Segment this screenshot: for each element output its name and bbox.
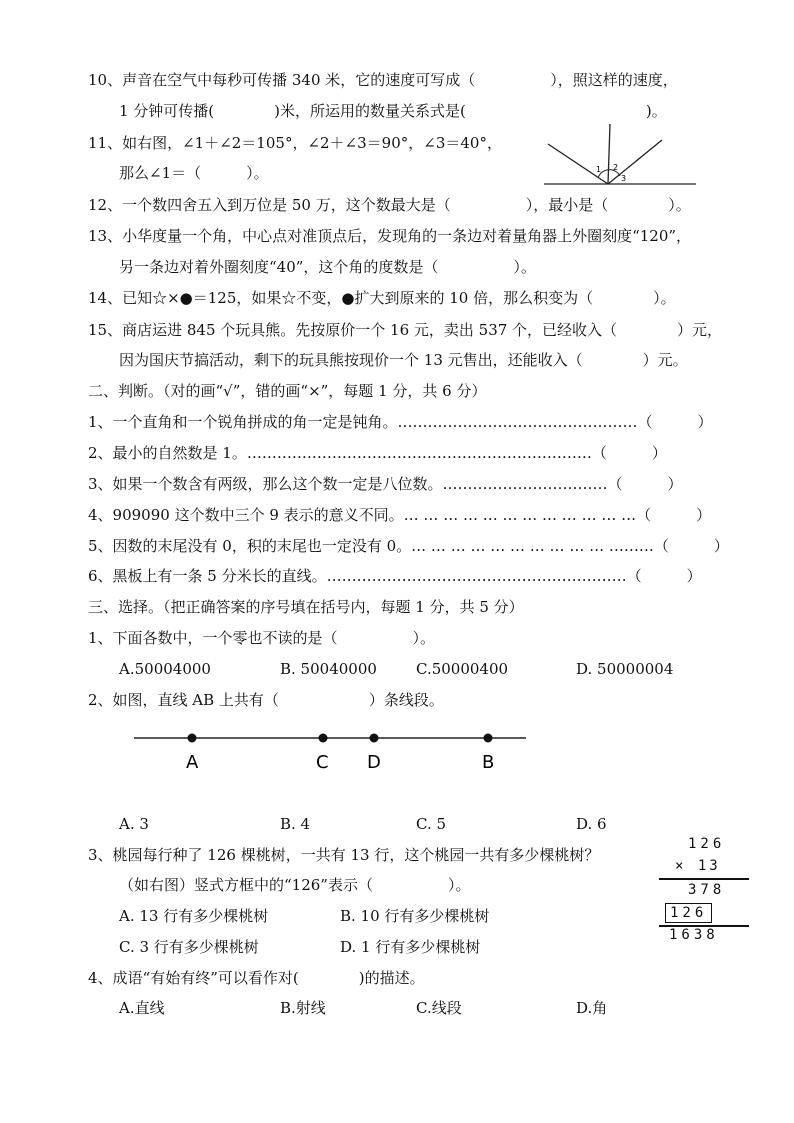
question-13-line-2: 另一条边对着外圈刻度“40”，这个角的度数是（ ）。: [119, 258, 536, 276]
judge-item-2: 2、最小的自然数是 1。……………………………………………………………（ ）: [88, 444, 667, 462]
choice-q4-option-d: D.角: [576, 999, 608, 1017]
question-11-line-2: 那么∠1＝（ ）。: [119, 164, 269, 182]
question-12: 12、一个数四舍五入到万位是 50 万，这个数最大是（ ），最小是（ ）。: [88, 196, 691, 214]
point-d: [370, 734, 379, 743]
section-choice-header: 三、选择。（把正确答案的序号填在括号内，每题 1 分，共 5 分）: [88, 598, 524, 616]
judge-item-4: 4、909090 这个数中三个 9 表示的意义不同。… … … … … … … … … … … …（ ）: [88, 506, 712, 524]
choice-q1-option-b: B. 50040000: [280, 660, 377, 678]
choice-q2-option-c: C. 5: [416, 815, 447, 833]
point-a: [188, 734, 197, 743]
judge-item-6: 6、黑板上有一条 5 分米长的直线。……………………………………………………（ ）: [88, 567, 702, 585]
judge-item-5: 5、因数的末尾没有 0，积的末尾也一定没有 0。… … … … … … … … … … ………（ ）: [88, 537, 729, 555]
choice-q1-option-d: D. 50000004: [576, 660, 674, 678]
calc-multiplicand: 126: [688, 836, 726, 852]
vertical-multiplication: [655, 836, 755, 946]
question-10-line-2: 1 分钟可传播( )米，所运用的数量关系式是( )。: [119, 102, 667, 120]
angle-label-3: 3: [621, 174, 627, 183]
choice-q2-option-b: B. 4: [280, 815, 311, 833]
question-11-line-1: 11、如右图，∠1＋∠2＝105°，∠2＋∠3＝90°，∠3＝40°，: [88, 134, 502, 152]
line-ab-figure: [130, 726, 530, 776]
point-label-d: D: [367, 752, 381, 773]
angle-label-2: 2: [613, 163, 619, 172]
choice-q4-option-c: C.线段: [416, 999, 462, 1017]
calc-multiplier: × 13: [675, 858, 721, 874]
angle-label-1: 1: [596, 165, 602, 174]
calc-partial-1: 378: [688, 882, 726, 898]
question-15-line-2: 因为国庆节搞活动，剩下的玩具熊按现价一个 13 元售出，还能收入（ ）元。: [119, 351, 688, 369]
choice-q2: 2、如图，直线 AB 上共有（ ）条线段。: [88, 691, 444, 709]
point-c: [319, 734, 328, 743]
section-judge-header: 二、判断。（对的画“√”，错的画“×”，每题 1 分，共 6 分）: [88, 382, 487, 400]
choice-q3-option-a: A. 13 行有多少棵桃树: [119, 907, 269, 925]
choice-q4: 4、成语“有始有终”可以看作对( )的描述。: [88, 969, 425, 987]
angle-ray-left: [548, 144, 608, 184]
point-b: [484, 734, 493, 743]
choice-q3-option-d: D. 1 行有多少棵桃树: [340, 938, 481, 956]
angle-ray-vertical: [608, 124, 610, 184]
choice-q4-option-b: B.射线: [280, 999, 326, 1017]
choice-q3-line-1: 3、桃园每行种了 126 棵桃树，一共有 13 行，这个桃园一共有多少棵桃树？: [88, 846, 600, 864]
choice-q3-line-2: （如右图）竖式方框中的“126”表示（ ）。: [119, 876, 471, 894]
judge-item-1: 1、一个直角和一个锐角拼成的角一定是钝角。…………………………………………（ ）: [88, 413, 713, 431]
choice-q4-option-a: A.直线: [119, 999, 165, 1017]
question-15-line-1: 15、商店运进 845 个玩具熊。先按原价一个 16 元，卖出 537 个，已经收入（ ）元，: [88, 321, 723, 339]
point-label-b: B: [482, 752, 495, 773]
choice-q2-option-d: D. 6: [576, 815, 607, 833]
angle-figure: [540, 122, 700, 188]
judge-item-3: 3、如果一个数含有两级，那么这个数一定是八位数。……………………………（ ）: [88, 475, 683, 493]
question-10-line-1: 10、声音在空气中每秒可传播 340 米，它的速度可写成（ ），照这样的速度，: [88, 71, 678, 89]
question-14: 14、已知☆×●＝125，如果☆不变，●扩大到原来的 10 倍，那么积变为（ ）。: [88, 289, 676, 307]
choice-q2-option-a: A. 3: [119, 815, 149, 833]
choice-q1-option-c: C.50000400: [416, 660, 509, 678]
choice-q1-option-a: A.50004000: [119, 660, 211, 678]
calc-partial-2-boxed: 126: [665, 903, 712, 923]
point-label-a: A: [186, 752, 199, 773]
question-13-line-1: 13、小华度量一个角，中心点对准顶点后，发现角的一条边对着量角器上外圈刻度“120”，: [88, 227, 692, 245]
point-label-c: C: [316, 752, 329, 773]
calc-result: 1638: [669, 927, 719, 943]
angle-ray-right: [608, 140, 662, 184]
choice-q3-option-c: C. 3 行有多少棵桃树: [119, 938, 259, 956]
choice-q1: 1、下面各数中，一个零也不读的是（ ）。: [88, 629, 436, 647]
calc-rule-1: [659, 878, 749, 880]
choice-q3-option-b: B. 10 行有多少棵桃树: [340, 907, 490, 925]
